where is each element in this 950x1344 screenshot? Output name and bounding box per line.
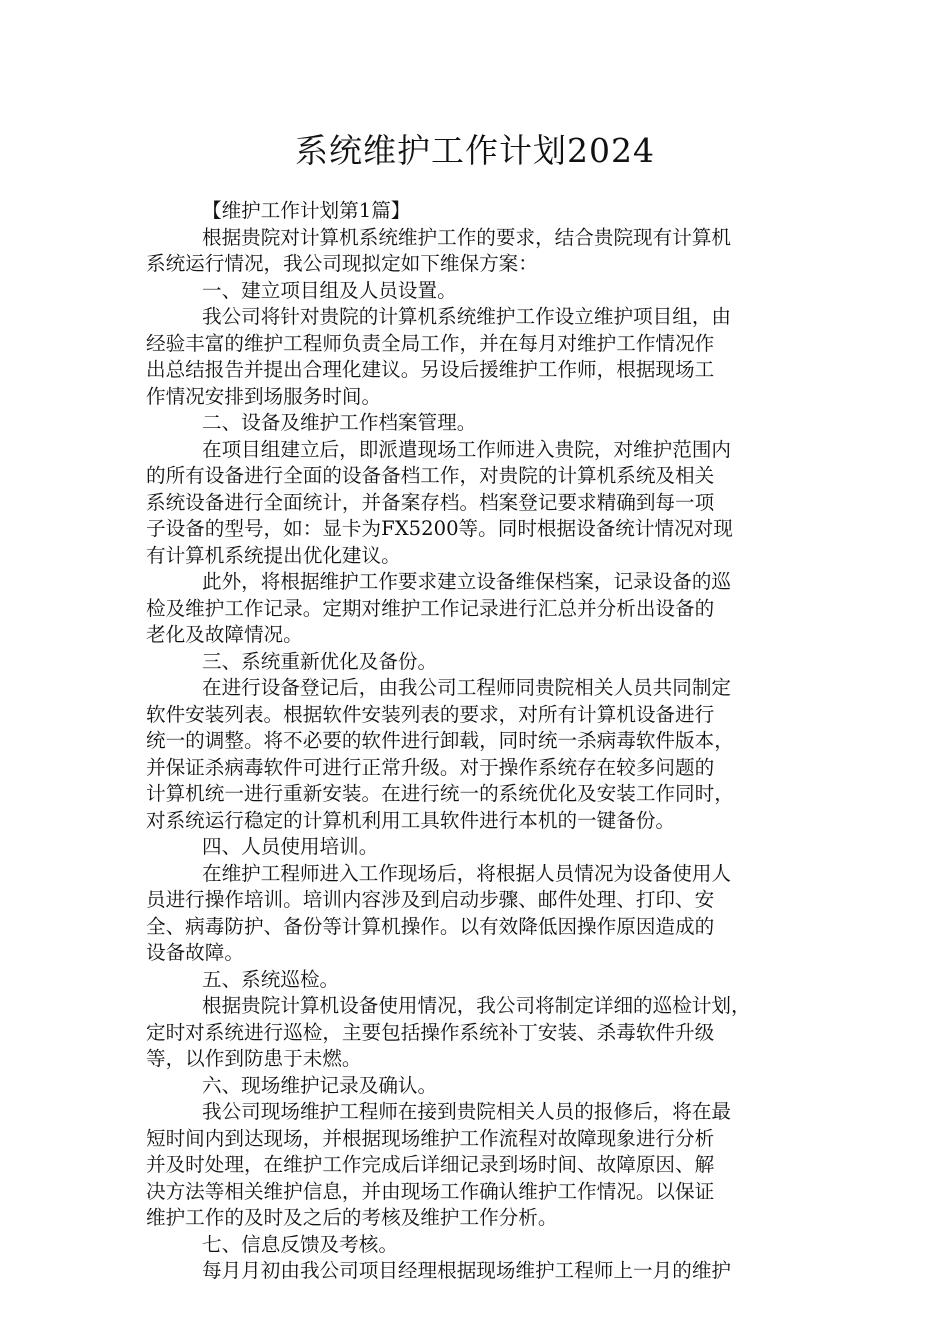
paragraph-first-line: 在进行设备登记后，由我公司工程师同贵院相关人员共同制定 xyxy=(202,676,732,699)
paragraph-first-line: 在项目组建立后，即派遣现场工作师进入贵院，对维护范围内 xyxy=(202,437,732,461)
paragraph-first-line: 四、人员使用培训。 xyxy=(202,835,379,858)
paragraph-line: 检及维护工作记录。定期对维护工作记录进行汇总并分析出设备的 xyxy=(146,596,715,620)
paragraph-line: 决方法等相关维护信息，并由现场工作确认维护工作情况。以保证 xyxy=(146,1179,715,1203)
paragraph-first-line: 一、建立项目组及人员设置。 xyxy=(202,278,457,302)
paragraph-first-line: 【维护工作计划第1篇】 xyxy=(202,199,411,222)
paragraph-line: 有计算机系统提出优化建议。 xyxy=(146,543,401,567)
paragraph-line: 作情况安排到场服务时间。 xyxy=(146,384,382,408)
document-body xyxy=(146,198,806,1285)
paragraph-line: 短时间内到达现场，并根据现场维护工作流程对故障现象进行分析 xyxy=(146,1126,715,1150)
paragraph-first-line: 五、系统巡检。 xyxy=(202,967,340,991)
paragraph-first-line: 三、系统重新优化及备份。 xyxy=(202,649,438,673)
paragraph-first-line: 二、设备及维护工作档案管理。 xyxy=(202,411,477,434)
paragraph-line: 计算机统一进行重新安装。在进行统一的系统优化及安装工作同时， xyxy=(146,782,734,805)
paragraph-line: 经验丰富的维护工程师负责全局工作，并在每月对维护工作情况作 xyxy=(146,331,715,355)
paragraph-line: 员进行操作培训。培训内容涉及到启动步骤、邮件处理、打印、安 xyxy=(146,888,715,911)
paragraph-first-line: 我公司现场维护工程师在接到贵院相关人员的报修后，将在最 xyxy=(202,1100,732,1123)
paragraph-line: 并及时处理，在维护工作完成后详细记录到场时间、故障原因、解 xyxy=(146,1153,715,1176)
paragraph-line: 系统设备进行全面统计，并备案存档。档案登记要求精确到每一项 xyxy=(146,490,715,514)
paragraph-first-line: 每月月初由我公司项目经理根据现场维护工程师上一月的维护 xyxy=(202,1259,732,1282)
paragraph-line: 的所有设备进行全面的设备备档工作，对贵院的计算机系统及相关 xyxy=(146,464,715,487)
paragraph-line: 子设备的型号，如：显卡为FX5200等。同时根据设备统计情况对现 xyxy=(146,517,733,540)
paragraph-line: 老化及故障情况。 xyxy=(146,623,303,646)
paragraph-line: 定时对系统进行巡检，主要包括操作系统补丁安装、杀毒软件升级 xyxy=(146,1020,715,1044)
paragraph-first-line: 七、信息反馈及考核。 xyxy=(202,1232,398,1256)
paragraph-line: 等，以作到防患于未燃。 xyxy=(146,1047,362,1070)
paragraph-line: 出总结报告并提出合理化建议。另设后援维护工作师，根据现场工 xyxy=(146,358,715,381)
paragraph-line: 全、病毒防护、备份等计算机操作。以有效降低因操作原因造成的 xyxy=(146,914,715,938)
paragraph-line: 对系统运行稳定的计算机利用工具软件进行本机的一键备份。 xyxy=(146,808,676,832)
paragraph-first-line: 根据贵院计算机设备使用情况，我公司将制定详细的巡检计划， xyxy=(202,994,751,1017)
paragraph-line: 维护工作的及时及之后的考核及维护工作分析。 xyxy=(146,1206,558,1229)
document-title: 系统维护工作计划2024 xyxy=(295,131,655,170)
paragraph-line: 系统运行情况，我公司现拟定如下维保方案： xyxy=(146,252,538,275)
paragraph-line: 并保证杀病毒软件可进行正常升级。对于操作系统存在较多问题的 xyxy=(146,755,715,779)
paragraph-line: 软件安装列表。根据软件安装列表的要求，对所有计算机设备进行 xyxy=(146,702,715,726)
paragraph-line: 统一的调整。将不必要的软件进行卸载，同时统一杀病毒软件版本， xyxy=(146,729,734,752)
paragraph-first-line: 在维护工程师进入工作现场后，将根据人员情况为设备使用人 xyxy=(202,861,732,885)
paragraph-first-line: 根据贵院对计算机系统维护工作的要求，结合贵院现有计算机 xyxy=(202,225,732,249)
paragraph-first-line: 六、现场维护记录及确认。 xyxy=(202,1073,438,1097)
paragraph-first-line: 我公司将针对贵院的计算机系统维护工作设立维护项目组，由 xyxy=(202,305,732,328)
paragraph-line: 设备故障。 xyxy=(146,941,244,964)
paragraph-first-line: 此外，将根据维护工作要求建立设备维保档案，记录设备的巡 xyxy=(202,570,732,593)
